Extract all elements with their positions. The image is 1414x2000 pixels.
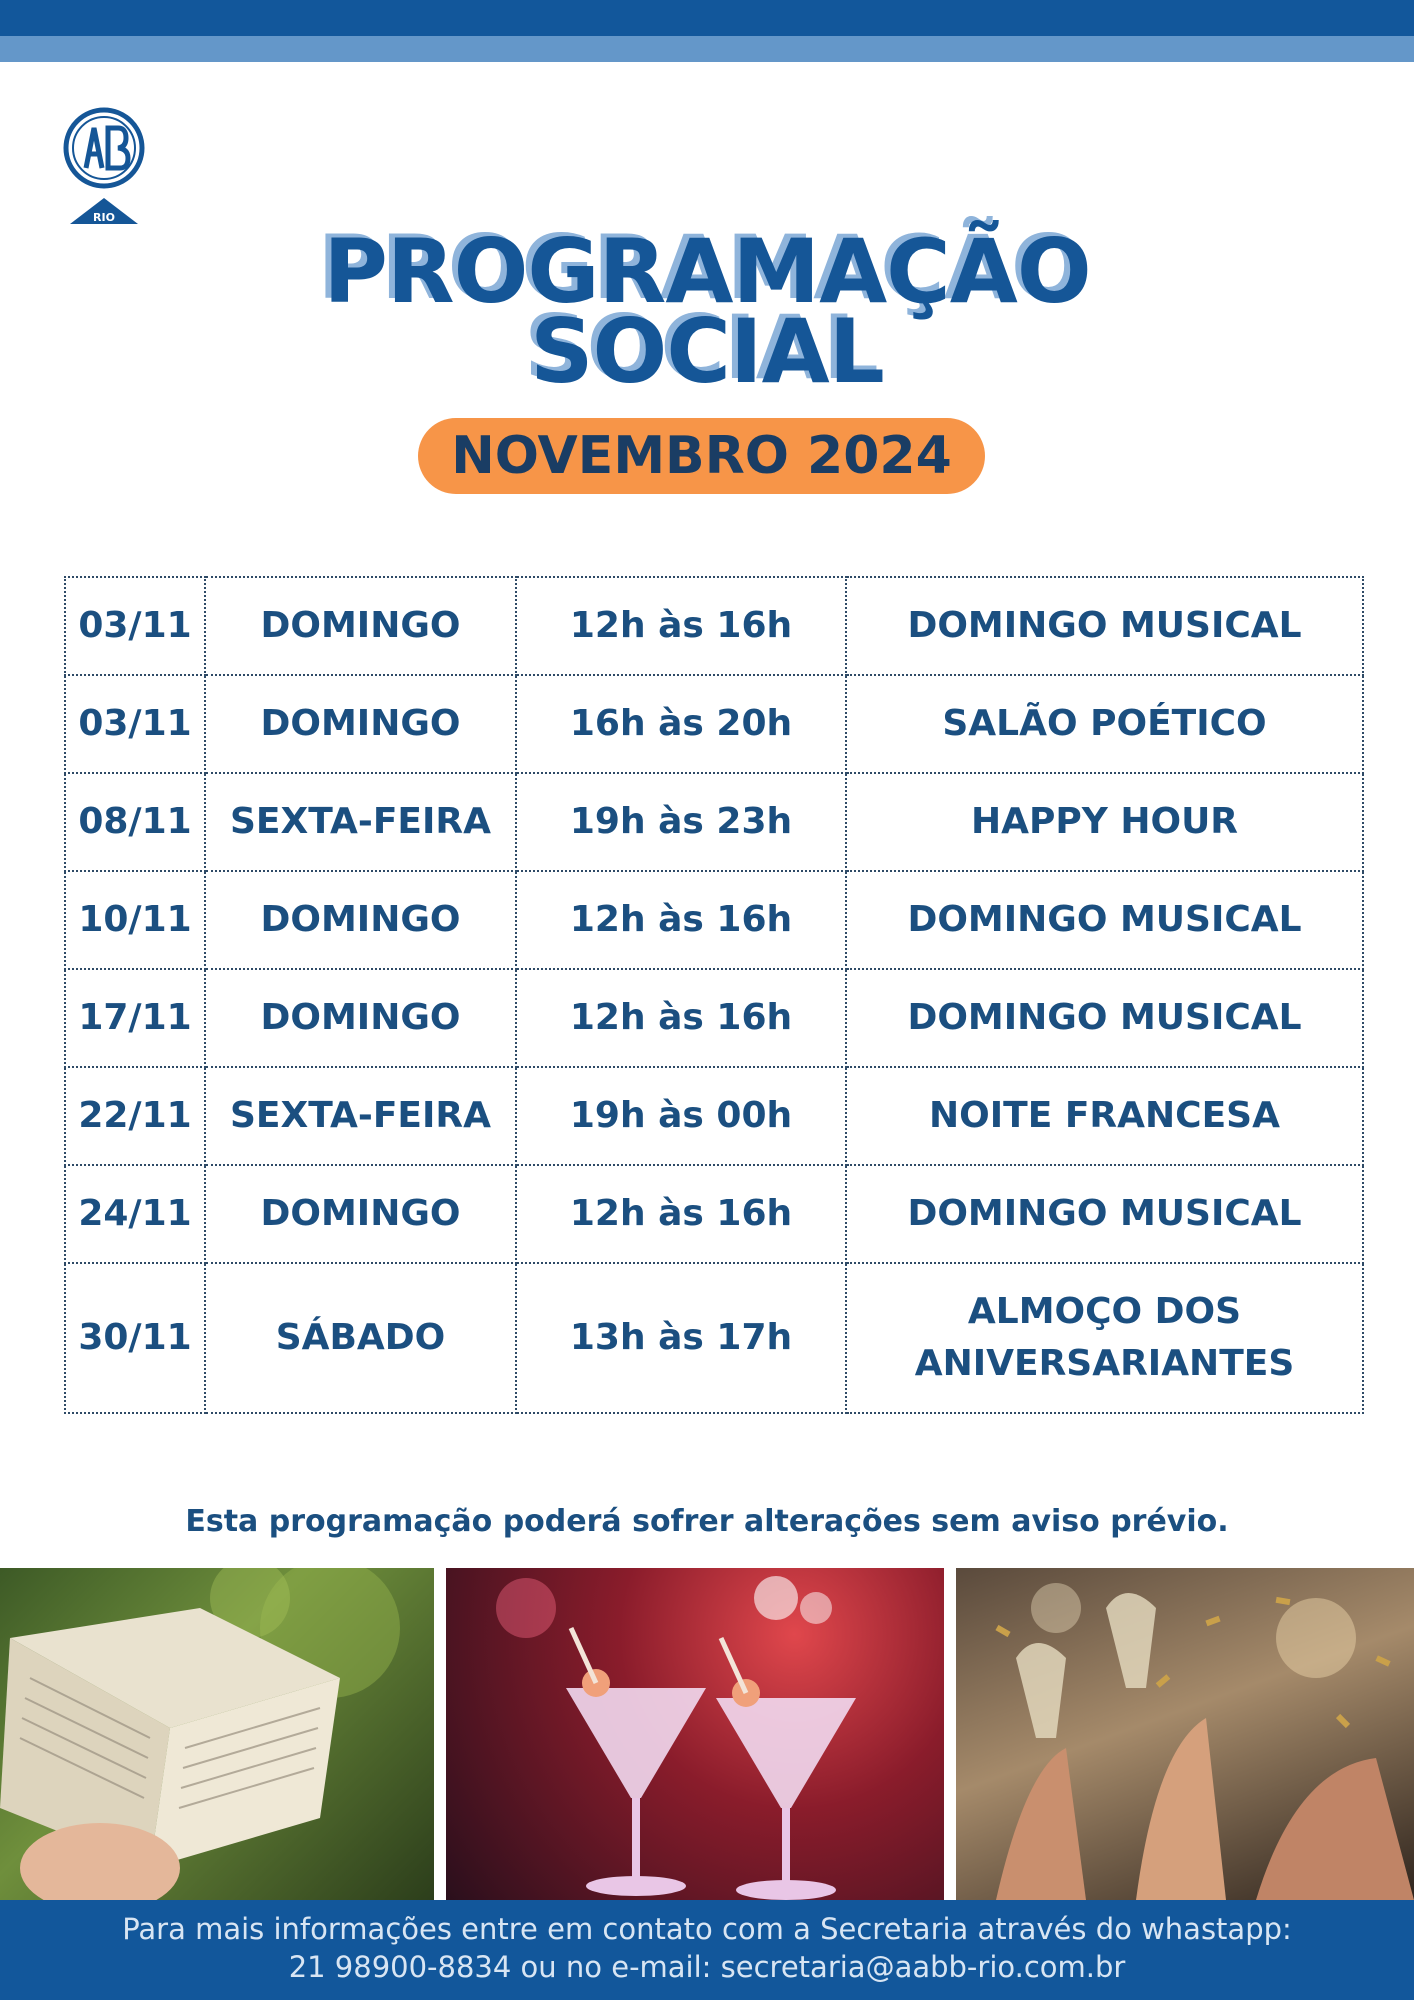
disclaimer-notice: Esta programação poderá sofrer alterações sem aviso prévio.: [185, 1504, 1229, 1539]
time-cell: 16h às 20h: [516, 675, 846, 773]
event-cell: HAPPY HOUR: [846, 773, 1363, 871]
day-cell: SÁBADO: [205, 1263, 516, 1413]
table-row: [65, 969, 1363, 1067]
event-cell: [846, 1263, 1363, 1413]
footer-line-2: 21 98900-8834 ou no e-mail: secretaria@aabb-rio.com.br: [288, 1950, 1126, 1984]
table-row: [65, 773, 1363, 871]
day-cell: DOMINGO: [205, 871, 516, 969]
date-cell: 17/11: [65, 969, 205, 1067]
date-cell: 22/11: [65, 1067, 205, 1165]
event-cell: DOMINGO MUSICAL: [846, 577, 1363, 675]
footer-contact: [0, 1900, 1414, 2000]
champagne-toast-photo: [956, 1568, 1414, 1900]
top-band-light: [0, 36, 1414, 62]
time-cell: 13h às 17h: [516, 1263, 846, 1413]
event-cell: NOITE FRANCESA: [846, 1067, 1363, 1165]
time-cell: 12h às 16h: [516, 969, 846, 1067]
time-cell: 19h às 00h: [516, 1067, 846, 1165]
open-book-photo: [0, 1568, 434, 1900]
date-cell: 24/11: [65, 1165, 205, 1263]
date-cell: 03/11: [65, 577, 205, 675]
aabb-rio-logo-icon: [58, 106, 150, 228]
date-cell: 10/11: [65, 871, 205, 969]
day-cell: SEXTA-FEIRA: [205, 1067, 516, 1165]
time-cell: 12h às 16h: [516, 1165, 846, 1263]
event-cell: SALÃO POÉTICO: [846, 675, 1363, 773]
date-cell: 03/11: [65, 675, 205, 773]
footer-line-1: Para mais informações entre em contato com a Secretaria através do whastapp:: [122, 1912, 1292, 1946]
time-cell: 19h às 23h: [516, 773, 846, 871]
event-cell: DOMINGO MUSICAL: [846, 969, 1363, 1067]
table-row: [65, 1067, 1363, 1165]
day-cell: DOMINGO: [205, 969, 516, 1067]
date-cell: 08/11: [65, 773, 205, 871]
cocktail-glasses-photo: [446, 1568, 944, 1900]
time-cell: 12h às 16h: [516, 577, 846, 675]
title-line-1: PROGRAMAÇÃO: [323, 220, 1091, 323]
top-band-dark: [0, 0, 1414, 36]
title-line-2: SOCIAL: [530, 300, 884, 403]
table-row: [65, 1263, 1363, 1413]
page-title: [0, 220, 1414, 403]
date-cell: 30/11: [65, 1263, 205, 1413]
event-line-1: ALMOÇO DOS: [967, 1291, 1242, 1332]
day-cell: SEXTA-FEIRA: [205, 773, 516, 871]
table-row: [65, 1165, 1363, 1263]
event-cell: DOMINGO MUSICAL: [846, 871, 1363, 969]
day-cell: DOMINGO: [205, 675, 516, 773]
table-row: [65, 871, 1363, 969]
event-line-2: ANIVERSARIANTES: [914, 1343, 1295, 1384]
month-badge: NOVEMBRO 2024: [418, 418, 985, 494]
schedule-table: [64, 576, 1364, 1414]
event-cell: DOMINGO MUSICAL: [846, 1165, 1363, 1263]
table-row: [65, 577, 1363, 675]
time-cell: 12h às 16h: [516, 871, 846, 969]
day-cell: DOMINGO: [205, 1165, 516, 1263]
table-row: [65, 675, 1363, 773]
day-cell: DOMINGO: [205, 577, 516, 675]
logo-text: RIO: [93, 211, 115, 224]
